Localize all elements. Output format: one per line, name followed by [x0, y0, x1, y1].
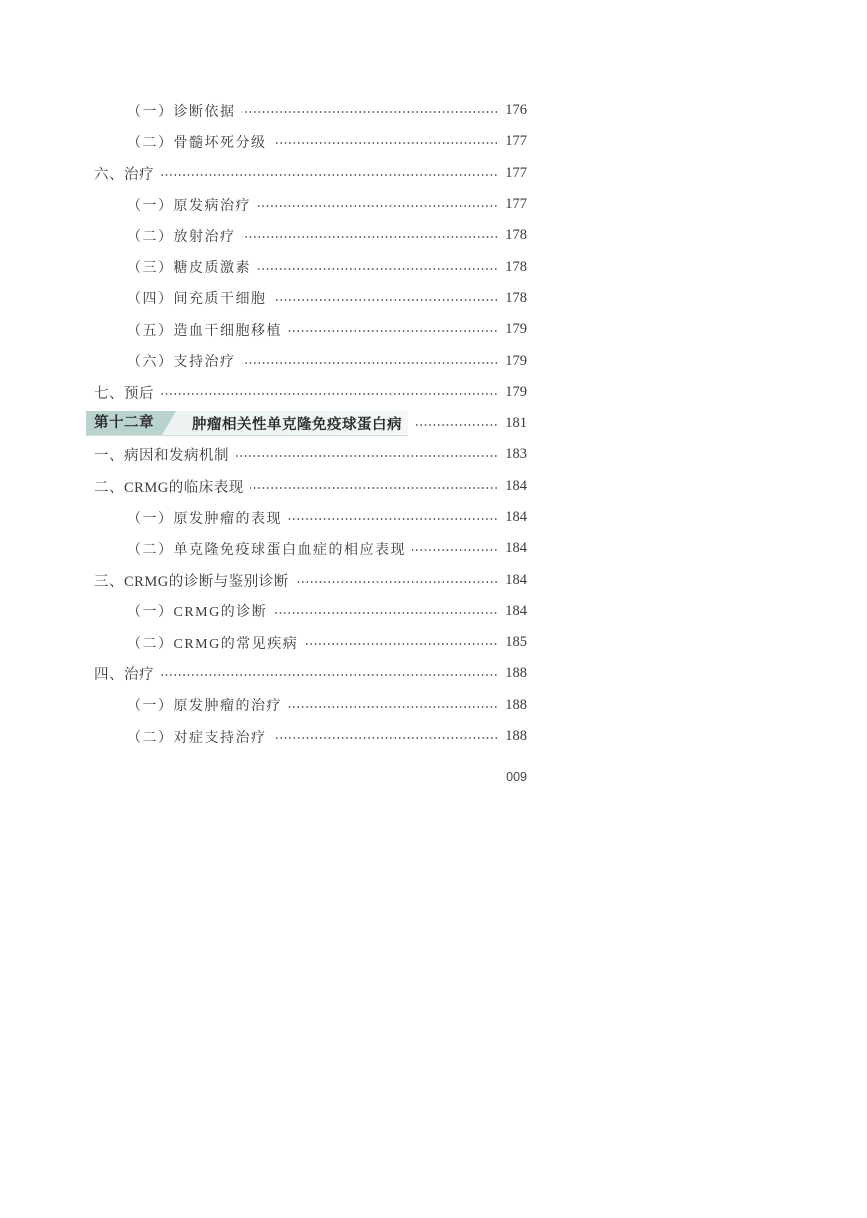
toc-entry-title: （一）CRMG的诊断 [127, 605, 268, 621]
dot-leader [288, 330, 498, 332]
dot-leader [257, 205, 498, 207]
chapter-title: 肿瘤相关性单克隆免疫球蛋白病 [192, 416, 402, 433]
toc-entry[interactable] [0, 220, 867, 251]
toc-section-entry[interactable] [0, 564, 867, 595]
toc-entry-page: 181 [505, 415, 527, 432]
toc-entry[interactable] [0, 345, 867, 376]
toc-chapter-entry[interactable] [0, 408, 867, 439]
toc-entry[interactable] [0, 283, 867, 314]
toc-entry-title: （二）单克隆免疫球蛋白血症的相应表现 [127, 542, 406, 558]
chapter-number-label: 第十二章 [86, 411, 162, 435]
toc-section-entry[interactable] [0, 158, 867, 189]
toc-entry[interactable] [0, 596, 867, 627]
toc-entry-title: （五）造血干细胞移植 [127, 323, 282, 339]
toc-entry-page: 176 [505, 102, 527, 119]
toc-entry[interactable] [0, 721, 867, 752]
dot-leader [160, 393, 498, 395]
chapter-heading-band [86, 411, 408, 436]
dot-leader [414, 424, 498, 426]
toc-entry[interactable] [0, 690, 867, 721]
toc-entry[interactable] [0, 627, 867, 658]
toc-entry-page: 184 [505, 571, 527, 588]
dot-leader [160, 174, 498, 176]
toc-entry-page: 177 [505, 196, 527, 213]
dot-leader [257, 268, 498, 270]
dot-leader [242, 362, 499, 364]
toc-entry-title: （三）糖皮质激素 [127, 261, 251, 277]
toc-entry-title: （六）支持治疗 [127, 355, 236, 371]
dot-leader [273, 299, 499, 301]
toc-entry-title: （二）骨髓坏死分级 [127, 135, 267, 151]
toc-section-entry[interactable] [0, 471, 867, 502]
toc-entry-page: 179 [505, 321, 527, 338]
dot-leader [273, 737, 499, 739]
toc-entry-page: 184 [505, 477, 527, 494]
toc-entry[interactable] [0, 95, 867, 126]
toc-entry[interactable] [0, 314, 867, 345]
dot-leader [160, 674, 498, 676]
toc-entry-page: 184 [505, 540, 527, 557]
dot-leader [242, 111, 499, 113]
dot-leader [250, 487, 498, 489]
table-of-contents [0, 95, 867, 752]
page-number: 009 [506, 770, 527, 784]
dot-leader [242, 236, 499, 238]
toc-entry-title: 四、治疗 [94, 667, 154, 684]
toc-entry-title: 三、CRMG的诊断与鉴别诊断 [94, 573, 289, 590]
toc-entry-title: 二、CRMG的临床表现 [94, 479, 244, 496]
toc-entry-page: 178 [505, 289, 527, 306]
toc-entry-page: 185 [505, 634, 527, 651]
dot-leader [235, 455, 498, 457]
dot-leader [273, 612, 498, 614]
toc-section-entry[interactable] [0, 377, 867, 408]
toc-entry-title: （一）诊断依据 [127, 104, 236, 120]
toc-entry[interactable] [0, 189, 867, 220]
toc-entry-title: （一）原发病治疗 [127, 198, 251, 214]
toc-entry-title: （四）间充质干细胞 [127, 292, 267, 308]
toc-entry-title: （二）对症支持治疗 [127, 730, 267, 746]
toc-entry-page: 184 [505, 509, 527, 525]
toc-entry-title: （二）CRMG的常见疾病 [127, 636, 299, 652]
toc-entry[interactable] [0, 502, 867, 533]
toc-entry-title: 七、预后 [94, 385, 154, 402]
toc-entry-page: 179 [505, 352, 527, 369]
toc-entry-page: 183 [505, 446, 527, 463]
dot-leader [295, 581, 498, 583]
toc-section-entry[interactable] [0, 439, 867, 470]
dot-leader [304, 643, 498, 645]
toc-entry-title: （二）放射治疗 [127, 229, 236, 245]
toc-entry[interactable] [0, 251, 867, 282]
toc-entry-page: 179 [505, 383, 527, 400]
toc-entry[interactable] [0, 126, 867, 157]
dot-leader [288, 518, 498, 520]
toc-entry-page: 177 [505, 133, 527, 150]
dot-leader [273, 142, 499, 144]
toc-entry-title: 六、治疗 [94, 166, 154, 183]
toc-entry-page: 178 [505, 258, 527, 275]
toc-entry-page: 188 [505, 665, 527, 682]
toc-entry-page: 188 [505, 696, 527, 713]
toc-entry-title: 一、病因和发病机制 [94, 448, 229, 465]
toc-entry-page: 178 [505, 227, 527, 244]
toc-entry-page: 184 [505, 602, 527, 619]
toc-entry-page: 177 [505, 164, 527, 181]
toc-section-entry[interactable] [0, 658, 867, 689]
toc-entry-title: （一）原发肿瘤的表现 [127, 511, 282, 527]
toc-entry[interactable] [0, 533, 867, 564]
toc-entry-page: 188 [505, 728, 527, 745]
dot-leader [412, 549, 498, 551]
dot-leader [288, 706, 498, 708]
toc-entry-title: （一）原发肿瘤的治疗 [127, 699, 282, 715]
